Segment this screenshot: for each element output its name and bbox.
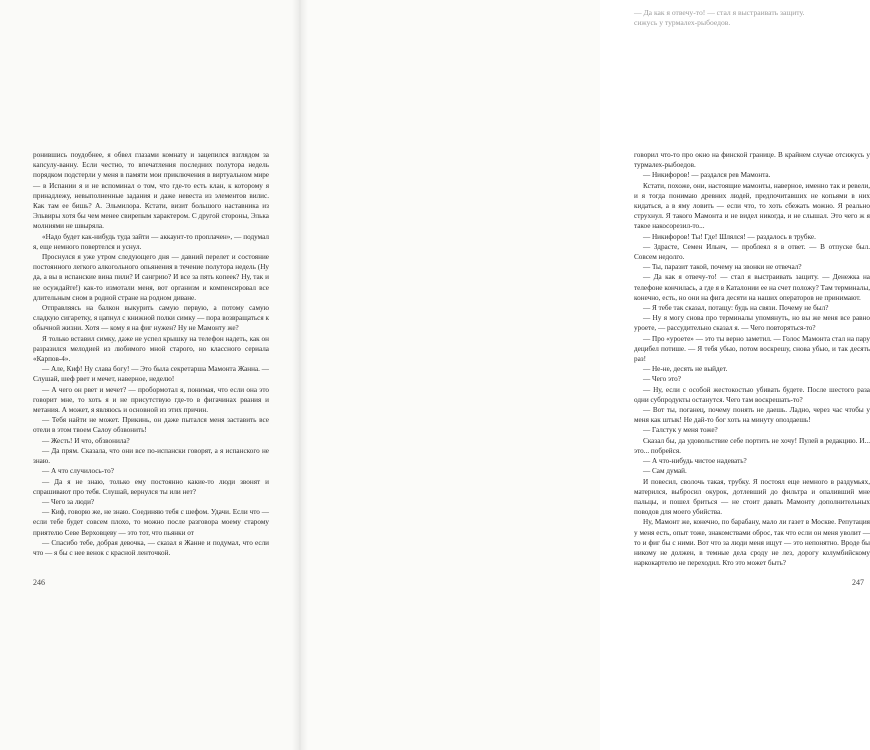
book-gutter bbox=[292, 0, 308, 750]
paragraph: — Я тебе так сказал, потащу: будь на связи. Почему не был? bbox=[643, 304, 829, 313]
paragraph: — Никифоров! — раздался рев Мамонта. bbox=[643, 171, 771, 180]
left-page-number: 246 bbox=[33, 578, 45, 587]
left-page bbox=[0, 0, 300, 750]
paragraph: Проснулся я уже утром следующего дня — давний перелет и состояние постоянного легкого алкогольного опьянения в течение полутора недель (Ну да, а вы в испанские вина пили? И сангрию? И все за пять копеек? Ну, так и не осуждайте!) как-то измотали меня, вот организм и компенсировал все длительным сном в родной стране на родном диване. bbox=[33, 253, 269, 302]
paragraph: — А чего он рвет и мечет? — пробормотал я, понимая, что если она это говорит мне, то хоть я и не присутствую где-то в фигачинах рвания и метания. А может, я являюсь и основной из этих причин. bbox=[33, 385, 269, 415]
bleed-line: сижусь у турмалех-рыбоедов. bbox=[634, 18, 731, 28]
paragraph: «Надо будет как-нибудь туда зайти — аккаунт-то проплачен», — подумал я, еще немного повертелся и уснул. bbox=[33, 232, 269, 251]
paragraph: говорил что-то про окно на финской границе. В крайнем случае отсижусь у турмалех-рыбоедов. bbox=[634, 151, 870, 170]
paragraph: — Спасибо тебе, добрая девочка, — сказал я Жанне и подумал, что если что — я бы с нее венок с красной ленточкой. bbox=[33, 538, 269, 557]
paragraph: ронившись поудобнее, я обвел глазами комнату и зацепился взглядом за капсулу-ванну. Если честно, то впечатления последних полутора недель порядком подстерли у меня в памяти мои приключения в виртуальном мире — в Испании я и не вспоминал о том, что где-то есть клан, к которому я принадлежу, невыполненные задания и даже невеста из элементов вилис. Как там ее бишь? А. Эльмилора. Кстати, визит большого наставника из Эльвиры хотя бы чем менее свирепым характером. С другой стороны, Элька молниями не швыряла. bbox=[33, 151, 269, 231]
paragraph: — Сам думай. bbox=[643, 467, 687, 476]
paragraph: Кстати, похоже, они, настоящие мамонты, наверное, именно так и ревели, и я тогда понимаю древних людей, предпочитавших не копьями в них кидаться, а в яму ловить — если что, то хоть сбежать можно. Я реально струхнул. Я такого Мамонта и не видел никогда, и не слышал. Это чего ж я такое накосорезил-то... bbox=[634, 181, 870, 231]
paragraph: — Жесть! И что, обзвонила? bbox=[42, 436, 130, 445]
paragraph: — Не-не, десять не выйдет. bbox=[643, 365, 728, 374]
paragraph: — Здрасте, Семен Ильич, — проблеял я в ответ. — В отпуске был. Совсем недолго. bbox=[634, 242, 870, 262]
paragraph: Отправляясь на балкон выкурить самую первую, а потому самую сладкую сигаретку, я цапнул с книжной полки симку — пора возвращаться к обычной жизни. Хотя — кому я на фиг нужен? Ну не Мамонту же? bbox=[33, 304, 269, 333]
paragraph: — Никифоров! Ты! Где! Шлялся! — раздалось в трубке. bbox=[643, 232, 816, 241]
right-page-bleed-through bbox=[634, 8, 868, 29]
paragraph: Я только вставил симку, даже не успел крышку на телефон надеть, как он разразился мелодией из любимого мной старого, но классного сериала «Карпов-4». bbox=[33, 334, 269, 364]
paragraph: — А что-нибудь чистое надевать? bbox=[643, 457, 747, 466]
right-page-text bbox=[634, 150, 870, 568]
paragraph: — Чего это? bbox=[643, 375, 681, 384]
paragraph: Ну, Мамонт же, конечно, по барабану, мало ли газет в Москве. Репутация у меня есть, опыт тоже, знакомствами оброс, так что если он меня уволит — то и фиг бы с ними. Вот что за люди меня ищут — это непонятно. Вроде бы никому не должен, в темные дела сроду не лез, дорогу колумбийскому наркокартелю не переходил. Кто это может быть? bbox=[634, 518, 870, 568]
paragraph: — Але, Киф! Ну слава богу! — Это была секретарша Мамонта Жанна. — Слушай, шеф рвет и мечет, наверное, неделю! bbox=[33, 365, 269, 384]
paragraph: — Да как я отвечу-то! — стал я выстраивать защиту. — Денежка на телефоне кончилась, а где я в Каталонии ее на счет положу? Там терминалы, конечно, есть, но они на фига десяти на наших операторов не принимают. bbox=[634, 273, 870, 302]
right-page-number: 247 bbox=[852, 578, 864, 587]
paragraph: — Да прям. Сказала, что они все по-испански говорят, а я испанского не знаю. bbox=[33, 446, 269, 466]
paragraph: — Ну, если с особой жестокостью убивать будете. После шестого раза одни субпродукты останутся. Чего там воскрешать-то? bbox=[634, 385, 870, 404]
paragraph: — Ты, паразит такой, почему на звонки не отвечал? bbox=[643, 263, 802, 272]
paragraph: И повесил, сволочь такая, трубку. Я постоял еще немного в раздумьях, матерился, выбросил окурок, дотлевший до фильтра и опаливший мне пальцы, и пошел бриться — не стоит давать Мамонту дополнительных поводов для моего убийства. bbox=[634, 477, 870, 517]
paragraph: — Чего за люди? bbox=[42, 497, 95, 506]
paragraph: — Киф, говорю же, не знаю. Соединяю тебя с шефом. Удачи. Если что — если тебе будет совсем плохо, то можно после разговора моему старому приятелю Севе Верховцеву — это тот, что пьянки от bbox=[33, 508, 269, 537]
paragraph: — А что случилось-то? bbox=[42, 467, 114, 476]
left-page-text bbox=[33, 150, 269, 558]
paragraph: — Про «уроете» — это ты верно заметил. — Голос Мамонта стал на пару децибел потише. — Я тебя убью, потом воскрешу, снова убью, и так десять раз! bbox=[634, 334, 870, 364]
paragraph: — Тебя найти не может. Прикинь, он даже пытался меня заставить все отели в этом твоем Салоу обзвонить! bbox=[33, 416, 269, 435]
paragraph: Сказал бы, да удовольствие себе портить не хочу! Пулей в редакцию. И... это... побрейся. bbox=[634, 436, 870, 455]
paragraph: — Галстук у меня тоже? bbox=[643, 426, 718, 435]
paragraph: — Вот ты, поганец, почему понять не даешь. Ладно, через час чтобы у меня как штык! Не дай-то бог хоть на минуту опоздаешь! bbox=[634, 406, 870, 425]
bleed-line: — Да как я отвечу-то! — стал я выстраивать защиту. bbox=[634, 8, 805, 17]
paragraph: — Ну я могу снова про терминалы упомянуть, но вы же меня все равно уроете, — рассудительно сказал я. — Чего повторяться-то? bbox=[634, 314, 870, 333]
right-page bbox=[300, 0, 870, 750]
paragraph: — Да я не знаю, только ему постоянно какие-то люди звонят и спрашивают про тебя. Слушай, вернулся ты или нет? bbox=[33, 477, 269, 496]
